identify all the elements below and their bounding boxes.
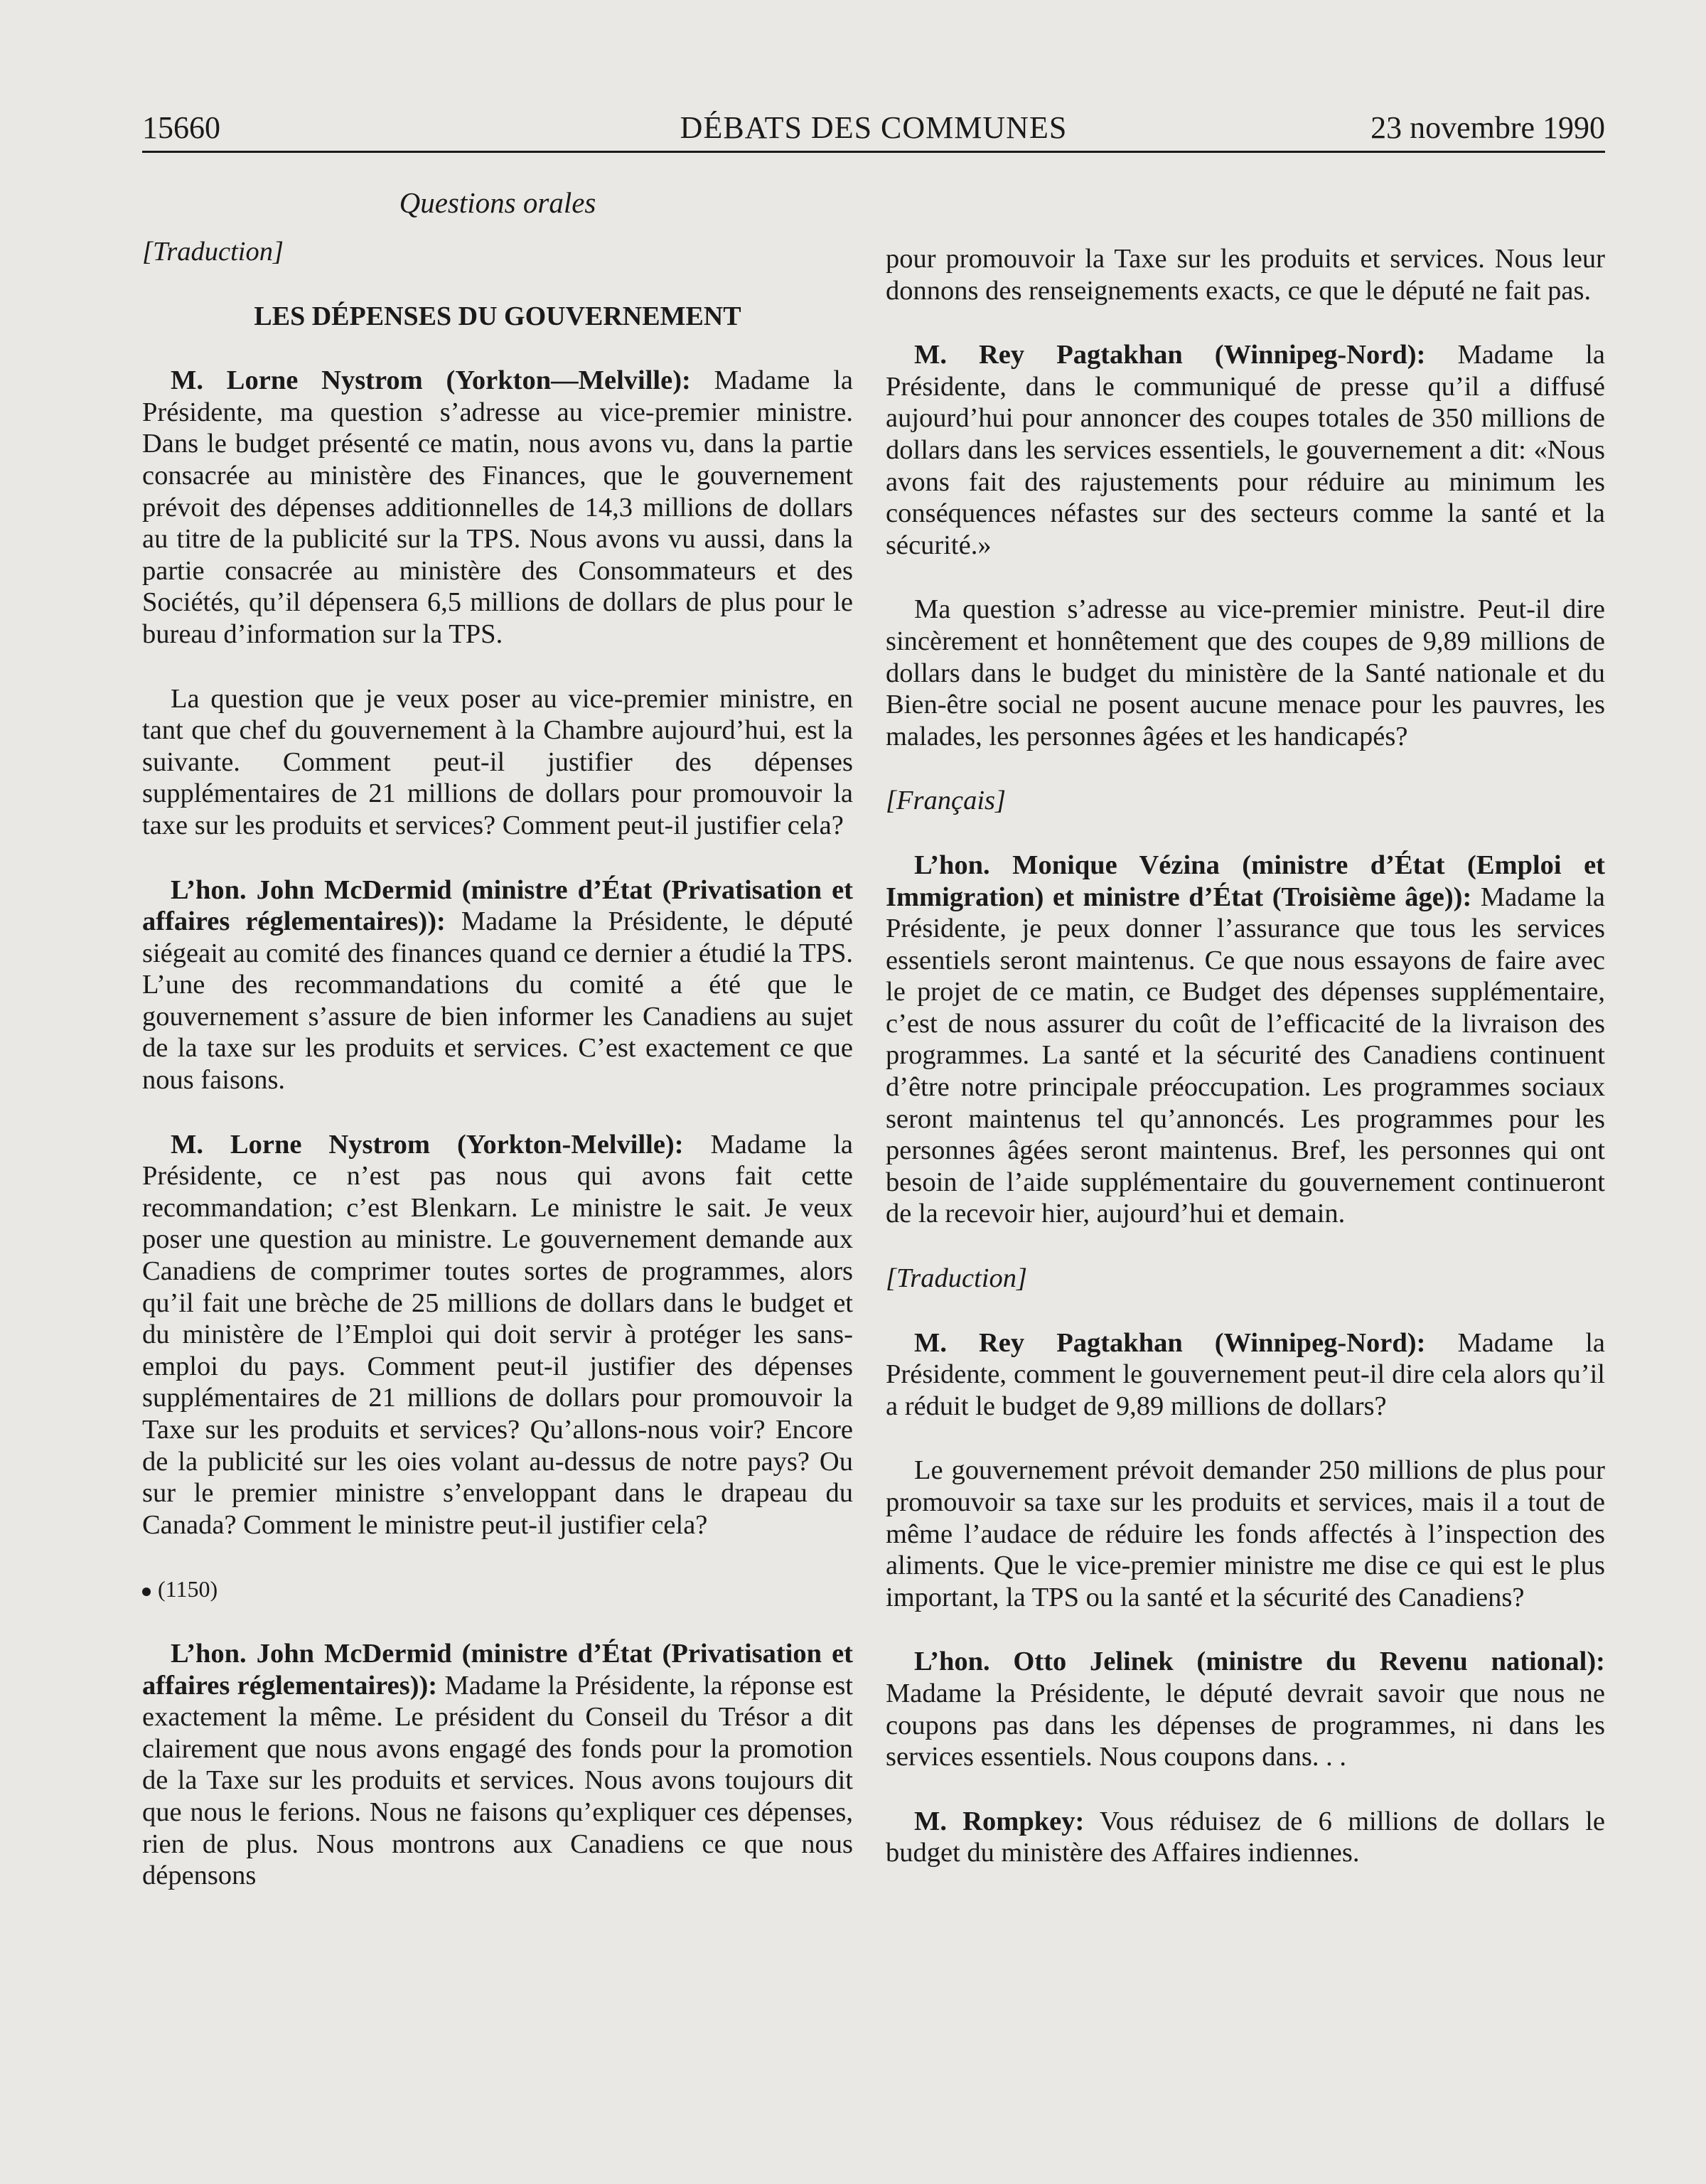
language-marker: [Traduction] xyxy=(142,237,284,267)
right-column xyxy=(886,243,1605,1869)
speech-text: Madame la Présidente, comment le gouvernement peut-il dire cela alors qu’il a réduit le budget de 9,89 millions de dollars? xyxy=(886,1327,1605,1421)
issue-date: 23 novembre 1990 xyxy=(1370,110,1605,145)
body-paragraph: Le gouvernement prévoit demander 250 millions de plus pour promouvoir sa taxe sur les produits et services, mais il a tout de même l’audace de réduire les fonds affectés à l’inspection des aliments. Que le vice-premier ministre me dise ce qui est le plus important, la TPS ou la santé et la sécurité des Canadiens? xyxy=(886,1455,1605,1612)
speech-paragraph xyxy=(886,339,1605,561)
running-head xyxy=(142,107,1605,149)
speech-text: Madame la Présidente, ce n’est pas nous qui avons fait cette recommandation; c’est Blenkarn. Le ministre le sait. Je veux poser une question au ministre. Le gouvernement demande aux Canadiens de comprimer toutes sortes de programmes, alors qu’il fait une brèche de 25 millions de dollars dans le budget et du ministère de l’Emploi qui doit servir à protéger les sans-emploi du pays. Comment peut-il justifier des dépenses supplémentaires de 21 millions de dollars pour promouvoir la Taxe sur les produits et services? Qu’allons-nous voir? Encore de la publicité sur les oies volant au-dessus de notre pays? Ou sur le premier ministre s’enveloppant dans le drapeau du Canada? Comment le ministre peut-il justifier cela? xyxy=(142,1129,854,1540)
left-column xyxy=(142,236,853,1892)
speaker-name: L’hon. John McDermid (ministre d’État (Privatisation et affaires réglementaires)): xyxy=(142,874,853,937)
speaker-name: L’hon. Otto Jelinek (ministre du Revenu national): xyxy=(914,1647,1605,1677)
page-number: 15660 xyxy=(142,110,220,145)
speech-text: Madame la Présidente, le député siégeait au comité des finances quand ce dernier a étudié la TPS. L’une des recommandations du comité a été que le gouvernement s’assure de bien informer les Canadiens au sujet de la taxe sur les produits et services. C’est exactement ce que nous faisons. xyxy=(142,906,854,1096)
language-marker: [Français] xyxy=(886,786,1006,816)
language-marker: [Traduction] xyxy=(886,1263,1027,1294)
speech-text: Madame la Présidente, le député devrait savoir que nous ne coupons pas dans les dépenses de programmes, ni dans les services essentiels. Nous coupons dans. . . xyxy=(886,1678,1605,1772)
speech-text: Vous réduisez de 6 millions de dollars le budget du ministère des Affaires indiennes. xyxy=(886,1806,1605,1868)
speech-text: Madame la Présidente, ma question s’adresse au vice-premier ministre. Dans le budget présenté ce matin, nous avons vu, dans la partie consacrée au ministère des Finances, que le gouvernement prévoit des dépenses additionnelles de 14,3 millions de dollars au titre de la publicité sur la TPS. Nous avons vu aussi, dans la partie consacrée au ministère des Consommateurs et des Sociétés, qu’il dépensera 6,5 millions de dollars de plus pour le bureau d’information sur la TPS. xyxy=(142,365,853,649)
speech-paragraph xyxy=(886,1806,1605,1869)
speech-paragraph xyxy=(886,1327,1605,1423)
speaker-name: L’hon. Monique Vézina (ministre d’État (Emploi et Immigration) et ministre d’État (Troisième âge)): xyxy=(886,850,1605,912)
speech-text: Madame la Présidente, je peux donner l’assurance que tous les services essentiels seront maintenus. Ce que nous essayons de faire avec le projet de ce matin, ce Budget des dépenses supplémentaire, c’est de nous assurer du coût de l’efficacité de la livraison des programmes. La santé et la sécurité des Canadiens continuent d’être notre principale préoccupation. Les programmes sociaux seront maintenus tel qu’annoncés. Les programmes pour les personnes âgées seront maintenus. Bref, les personnes qui ont besoin de l’aide supplémentaire du gouvernement continueront de la recevoir hier, aujourd’hui et demain. xyxy=(886,882,1605,1229)
rubric-heading: LES DÉPENSES DU GOUVERNEMENT xyxy=(254,301,741,331)
speech-paragraph xyxy=(886,850,1605,1230)
speaker-name: M. Rey Pagtakhan (Winnipeg-Nord): xyxy=(914,1327,1426,1358)
continued-text: pour promouvoir la Taxe sur les produits et services. Nous leur donnons des renseignements exacts, ce que le député ne fait pas. xyxy=(886,244,1605,306)
time-marker xyxy=(142,1573,853,1605)
body-paragraph: La question que je veux poser au vice-premier ministre, en tant que chef du gouvernement à la Chambre aujourd’hui, est la suivante. Comment peut-il justifier des dépenses supplémentaires de 21 millions de dollars pour promouvoir la taxe sur les produits et services? Comment peut-il justifier cela? xyxy=(142,683,853,840)
speaker-name: L’hon. John McDermid (ministre d’État (Privatisation et affaires réglementaires)): xyxy=(142,1638,853,1701)
speaker-name: M. Rey Pagtakhan (Winnipeg-Nord): xyxy=(914,340,1426,370)
body-paragraph: Ma question s’adresse au vice-premier ministre. Peut-il dire sincèrement et honnêtement que des coupes de 9,89 millions de dollars dans le budget du ministère de la Santé nationale et du Bien-être social ne posent aucune menace pour les pauvres, les malades, les personnes âgées et les handicapés? xyxy=(886,594,1605,751)
speech-paragraph xyxy=(142,874,853,1096)
speech-text: Madame la Présidente, dans le communiqué de presse qu’il a diffusé aujourd’hui pour annoncer des coupes totales de 350 millions de dollars dans les services essentiels, le gouvernement a dit: «Nous avons fait des rajustements pour réduire au minimum les conséquences néfastes sur des secteurs comme la santé et la sécurité.» xyxy=(886,340,1605,560)
bullet-icon xyxy=(142,1588,151,1596)
speech-paragraph xyxy=(142,1638,853,1892)
speaker-name: M. Lorne Nystrom (Yorkton-Melville): xyxy=(171,1129,684,1160)
time-marker-text: (1150) xyxy=(158,1576,218,1602)
speaker-name: M. Rompkey: xyxy=(914,1806,1085,1836)
section-title: Questions orales xyxy=(399,186,596,219)
speech-paragraph xyxy=(886,1646,1605,1772)
speech-text: Madame la Présidente, la réponse est exactement la même. Le président du Conseil du Trésor a dit clairement que nous avons engagé des fonds pour la promotion de la Taxe sur les produits et services. Nous avons toujours dit que nous le ferions. Nous ne faisons qu’expliquer ces dépenses, rien de plus. Nous montrons aux Canadiens ce que nous dépensons xyxy=(142,1670,854,1891)
journal-title: DÉBATS DES COMMUNES xyxy=(680,110,1068,145)
speech-paragraph xyxy=(142,1129,853,1541)
speaker-name: M. Lorne Nystrom (Yorkton—Melville): xyxy=(171,365,691,396)
header-rule xyxy=(142,151,1605,153)
speech-paragraph xyxy=(142,365,853,650)
